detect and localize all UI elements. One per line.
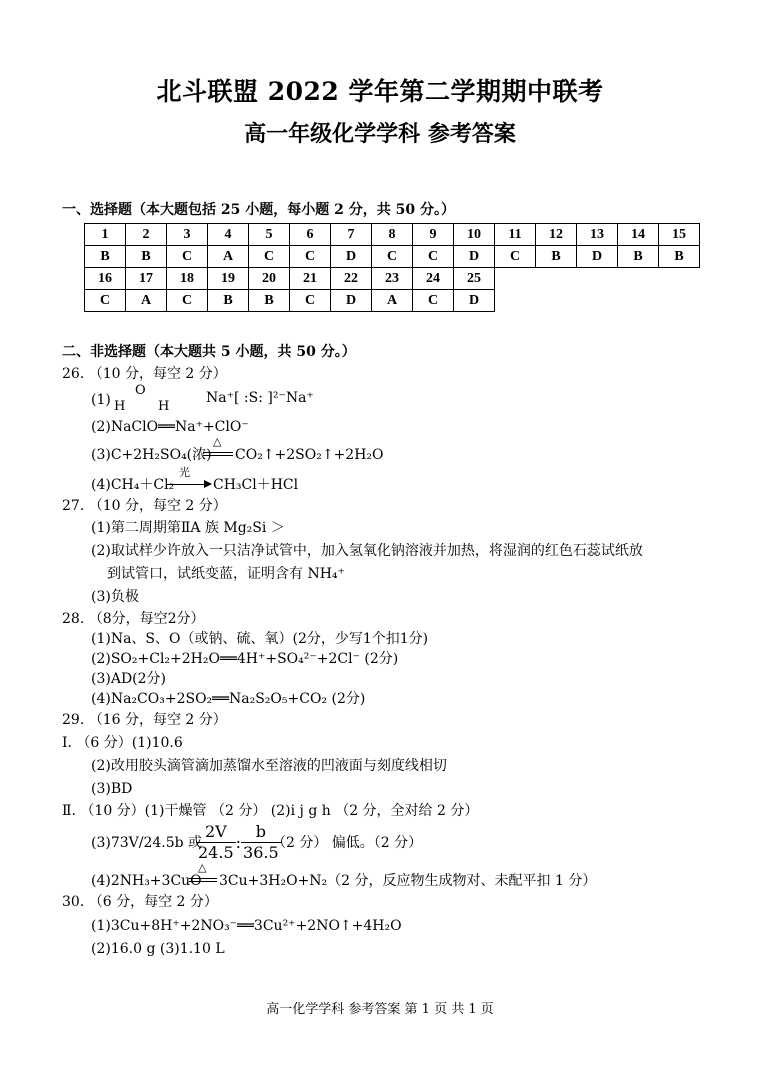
q27-p2a: (2)取试样少许放入一只洁净试管中，加入氢氧化钠溶液并加热，将湿润的红色石蕊试纸放 xyxy=(91,543,643,559)
question-number-cell: 22 xyxy=(331,268,372,290)
q30-p1: (1)3Cu+8H⁺+2NO₃⁻══3Cu²⁺+2NO↑+4H₂O xyxy=(91,918,402,934)
answer-cell: D xyxy=(331,246,372,268)
empty-cell xyxy=(659,268,700,290)
answer-cell: A xyxy=(208,246,249,268)
question-number-cell: 8 xyxy=(372,224,413,246)
answer-cell: D xyxy=(454,290,495,312)
answer-table xyxy=(84,223,700,312)
question-number-cell: 25 xyxy=(454,268,495,290)
q26-p4-arrow xyxy=(166,484,206,485)
q28-p1: (1)Na、S、O（或钠、硫、氧）(2分，少写1个扣1分) xyxy=(91,631,429,647)
answer-row-answers-1 xyxy=(85,246,700,268)
q29-i-p2: (2)改用胶头滴管滴加蒸馏水至溶液的凹液面与刻度线相切 xyxy=(91,758,447,774)
q30-p2: (2)16.0 g (3)1.10 L xyxy=(91,941,225,957)
answer-cell: B xyxy=(126,246,167,268)
q29-heading: 29. （16 分，每空 2 分） xyxy=(62,712,227,728)
q29-ii-p3-right: （2 分） 偏低。（2 分） xyxy=(272,835,423,851)
answer-cell: C xyxy=(495,246,536,268)
question-number-cell: 24 xyxy=(413,268,454,290)
answer-cell: A xyxy=(372,290,413,312)
q29-ii-p3-left: (3)73V/24.5b 或 xyxy=(91,835,203,851)
question-number-cell: 9 xyxy=(413,224,454,246)
question-number-cell: 3 xyxy=(167,224,208,246)
answer-cell: B xyxy=(659,246,700,268)
answer-cell: C xyxy=(249,246,290,268)
q29-ii-p4-right: 3Cu+3H₂O+N₂（2 分，反应物生成物对、未配平扣 1 分） xyxy=(219,873,597,889)
q26-p3-condition: △ xyxy=(213,435,222,448)
question-number-cell: 14 xyxy=(618,224,659,246)
answer-row-numbers-1 xyxy=(85,224,700,246)
fraction-separator: : xyxy=(235,833,242,852)
q26-p4-condition: 光 xyxy=(179,466,190,479)
question-number-cell: 6 xyxy=(290,224,331,246)
question-number-cell: 18 xyxy=(167,268,208,290)
q30-heading: 30. （6 分，每空 2 分） xyxy=(62,894,218,910)
fraction-1-denominator: 24.5 xyxy=(198,843,234,862)
section2-heading: 二、非选择题（本大题共 5 小题，共 50 分。） xyxy=(62,344,356,360)
answer-cell: B xyxy=(249,290,290,312)
q29-ii-p4-condition: △ xyxy=(198,861,207,874)
q28-heading: 28. （8分，每空2分） xyxy=(62,611,205,627)
empty-cell xyxy=(495,268,536,290)
question-number-cell: 23 xyxy=(372,268,413,290)
question-number-cell: 11 xyxy=(495,224,536,246)
q26-p3-right: CO₂↑+2SO₂↑+2H₂O xyxy=(235,447,384,463)
question-number-cell: 13 xyxy=(577,224,618,246)
answer-cell: D xyxy=(454,246,495,268)
question-number-cell: 4 xyxy=(208,224,249,246)
q26-p4-left: (4)CH₄＋Cl₂ xyxy=(91,477,175,493)
q26-water-o: O xyxy=(135,383,146,398)
fraction-2-denominator: 36.5 xyxy=(243,843,279,862)
empty-cell xyxy=(536,268,577,290)
q29-ii-heading: Ⅱ. （10 分）(1)干燥管 （2 分） (2)i j g h （2 分，全对给 2 分） xyxy=(62,803,479,819)
question-number-cell: 5 xyxy=(249,224,290,246)
answer-row-numbers-2 xyxy=(85,268,700,290)
answer-cell: B xyxy=(618,246,659,268)
answer-cell: B xyxy=(208,290,249,312)
question-number-cell: 10 xyxy=(454,224,495,246)
q29-i-heading: Ⅰ. （6 分）(1)10.6 xyxy=(62,735,183,751)
answer-cell: D xyxy=(577,246,618,268)
q29-i-p3: (3)BD xyxy=(91,781,133,797)
fraction-2-numerator: b xyxy=(241,822,281,843)
page-footer: 高一化学学科 参考答案 第 1 页 共 1 页 xyxy=(266,1002,494,1017)
q28-p4: (4)Na₂CO₃+2SO₂══Na₂S₂O₅+CO₂ (2分) xyxy=(91,691,366,707)
q26-water-h1: H xyxy=(114,399,126,414)
question-number-cell: 16 xyxy=(85,268,126,290)
q28-p3: (3)AD(2分) xyxy=(91,671,166,687)
q26-p3-left: (3)C+2H₂SO₄(浓) xyxy=(91,447,212,463)
answer-cell: C xyxy=(85,290,126,312)
q29-ii-fraction-group xyxy=(196,822,281,863)
answer-cell: C xyxy=(413,246,454,268)
answer-cell: D xyxy=(331,290,372,312)
question-number-cell: 20 xyxy=(249,268,290,290)
question-number-cell: 12 xyxy=(536,224,577,246)
answer-cell: A xyxy=(126,290,167,312)
q27-p1: (1)第二周期第ⅡA 族 Mg₂Si ＞ xyxy=(91,520,285,536)
answer-cell: B xyxy=(536,246,577,268)
q26-heading: 26. （10 分，每空 2 分） xyxy=(62,366,227,382)
empty-cell xyxy=(536,290,577,312)
question-number-cell: 19 xyxy=(208,268,249,290)
answer-cell: C xyxy=(413,290,454,312)
answer-cell: C xyxy=(167,290,208,312)
fraction-1-numerator: 2V xyxy=(196,822,236,843)
answer-row-answers-2 xyxy=(85,290,700,312)
q26-na2s-formula: Na⁺[ :S: ]²⁻Na⁺ xyxy=(206,390,314,406)
q27-p2b: 到试管口，试纸变蓝，证明含有 NH₄⁺ xyxy=(107,566,345,582)
empty-cell xyxy=(618,268,659,290)
q26-p1-label: (1) xyxy=(91,392,111,408)
q26-p2: (2)NaClO══Na⁺+ClO⁻ xyxy=(91,419,249,435)
q29-p4-eq-line-1 xyxy=(189,878,217,879)
answer-cell: C xyxy=(372,246,413,268)
empty-cell xyxy=(495,290,536,312)
page-title: 北斗联盟 2022 学年第二学期期中联考 xyxy=(156,77,604,106)
fraction-2v-over-24-5 xyxy=(196,822,236,863)
q26-p4-right: CH₃Cl＋HCl xyxy=(213,477,299,493)
question-number-cell: 7 xyxy=(331,224,372,246)
empty-cell xyxy=(577,268,618,290)
q26-p4-arrowhead xyxy=(204,480,212,488)
question-number-cell: 17 xyxy=(126,268,167,290)
empty-cell xyxy=(577,290,618,312)
empty-cell xyxy=(618,290,659,312)
answer-cell: C xyxy=(167,246,208,268)
section1-heading: 一、选择题（本大题包括 25 小题，每小题 2 分，共 50 分。） xyxy=(62,202,455,218)
question-number-cell: 1 xyxy=(85,224,126,246)
question-number-cell: 2 xyxy=(126,224,167,246)
question-number-cell: 21 xyxy=(290,268,331,290)
question-number-cell: 15 xyxy=(659,224,700,246)
q28-p2: (2)SO₂+Cl₂+2H₂O══4H⁺+SO₄²⁻+2Cl⁻ (2分) xyxy=(91,651,399,667)
page-subtitle: 高一年级化学学科 参考答案 xyxy=(244,121,516,147)
q27-heading: 27. （10 分，每空 2 分） xyxy=(62,498,227,514)
answer-cell: C xyxy=(290,246,331,268)
q26-water-h2: H xyxy=(158,399,170,414)
q29-p4-eq-line-2 xyxy=(189,881,217,882)
q26-p3-eq-line-2 xyxy=(203,455,233,456)
answer-cell: C xyxy=(290,290,331,312)
empty-cell xyxy=(659,290,700,312)
q27-p3: (3)负极 xyxy=(91,589,139,605)
q26-p3-eq-line-1 xyxy=(203,452,233,453)
answer-cell: B xyxy=(85,246,126,268)
q29-ii-p4-left: (4)2NH₃+3CuO xyxy=(91,873,202,889)
